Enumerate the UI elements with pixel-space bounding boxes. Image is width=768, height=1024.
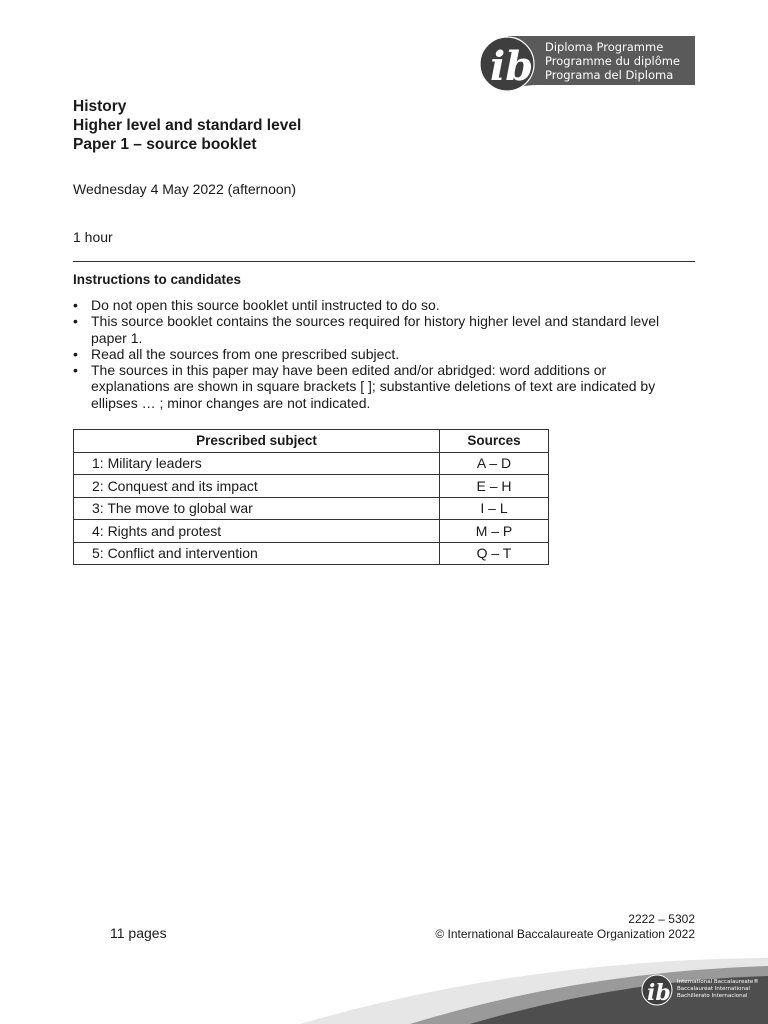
org-name-es: Bachillerato Internacional bbox=[677, 993, 748, 999]
subject-title: History bbox=[73, 98, 127, 115]
sources-cell: A – D bbox=[440, 452, 549, 475]
subject-cell: 2: Conquest and its impact bbox=[74, 475, 440, 498]
subject-cell: 3: The move to global war bbox=[74, 497, 440, 520]
level-title: Higher level and standard level bbox=[73, 117, 302, 134]
ib-logo-letters: ib bbox=[490, 43, 534, 90]
instruction-item: • Read all the sources from one prescribed subject. bbox=[73, 346, 683, 362]
column-header-sources: Sources bbox=[440, 430, 549, 453]
subject-cell: 4: Rights and protest bbox=[74, 520, 440, 543]
instructions-heading: Instructions to candidates bbox=[73, 272, 242, 287]
paper-subtitle: Paper 1 – source booklet bbox=[73, 136, 257, 153]
programme-name-es: Programa del Diploma bbox=[545, 68, 674, 82]
sources-cell: E – H bbox=[440, 475, 549, 498]
table-row bbox=[74, 520, 549, 543]
footer-ib-logo-letters: ib bbox=[647, 980, 671, 1006]
instruction-item: • Do not open this source booklet until instructed to do so. bbox=[73, 297, 683, 313]
table-row bbox=[74, 452, 549, 475]
table-row bbox=[74, 475, 549, 498]
divider bbox=[73, 261, 695, 262]
programme-name-en: Diploma Programme bbox=[545, 40, 664, 54]
subject-cell: 1: Military leaders bbox=[74, 452, 440, 475]
column-header-subject: Prescribed subject bbox=[74, 430, 440, 453]
copyright-notice: © International Baccalaureate Organization 2022 bbox=[435, 927, 695, 941]
paper-title bbox=[73, 97, 301, 154]
programme-name-fr: Programme du diplôme bbox=[545, 54, 681, 68]
footer-org-names bbox=[677, 979, 759, 1000]
sources-cell: M – P bbox=[440, 520, 549, 543]
table-header-row bbox=[74, 430, 549, 453]
table-row bbox=[74, 542, 549, 565]
footer-swoosh-graphic bbox=[0, 950, 768, 1024]
instruction-item: • The sources in this paper may have been edited and/or abridged: word additions or explanations are shown in square brackets [ ]; substantive deletions of text are indicated by ellipses … ; minor changes are not indicated. bbox=[73, 362, 683, 411]
sources-cell: Q – T bbox=[440, 542, 549, 565]
ib-diploma-logo bbox=[478, 36, 695, 92]
instructions-list bbox=[73, 297, 683, 411]
exam-duration: 1 hour bbox=[73, 229, 113, 245]
org-name-en: International Baccalaureate® bbox=[677, 979, 759, 985]
table-row bbox=[74, 497, 549, 520]
org-name-fr: Baccalauréat International bbox=[677, 986, 750, 992]
sources-cell: I – L bbox=[440, 497, 549, 520]
paper-code: 2222 – 5302 bbox=[628, 912, 695, 926]
subject-cell: 5: Conflict and intervention bbox=[74, 542, 440, 565]
prescribed-subjects-table bbox=[73, 429, 549, 565]
exam-date: Wednesday 4 May 2022 (afternoon) bbox=[73, 181, 297, 197]
programme-names bbox=[545, 40, 680, 82]
instruction-item: • This source booklet contains the sources required for history higher level and standard level paper 1. bbox=[73, 313, 683, 346]
page-count: 11 pages bbox=[110, 925, 167, 941]
